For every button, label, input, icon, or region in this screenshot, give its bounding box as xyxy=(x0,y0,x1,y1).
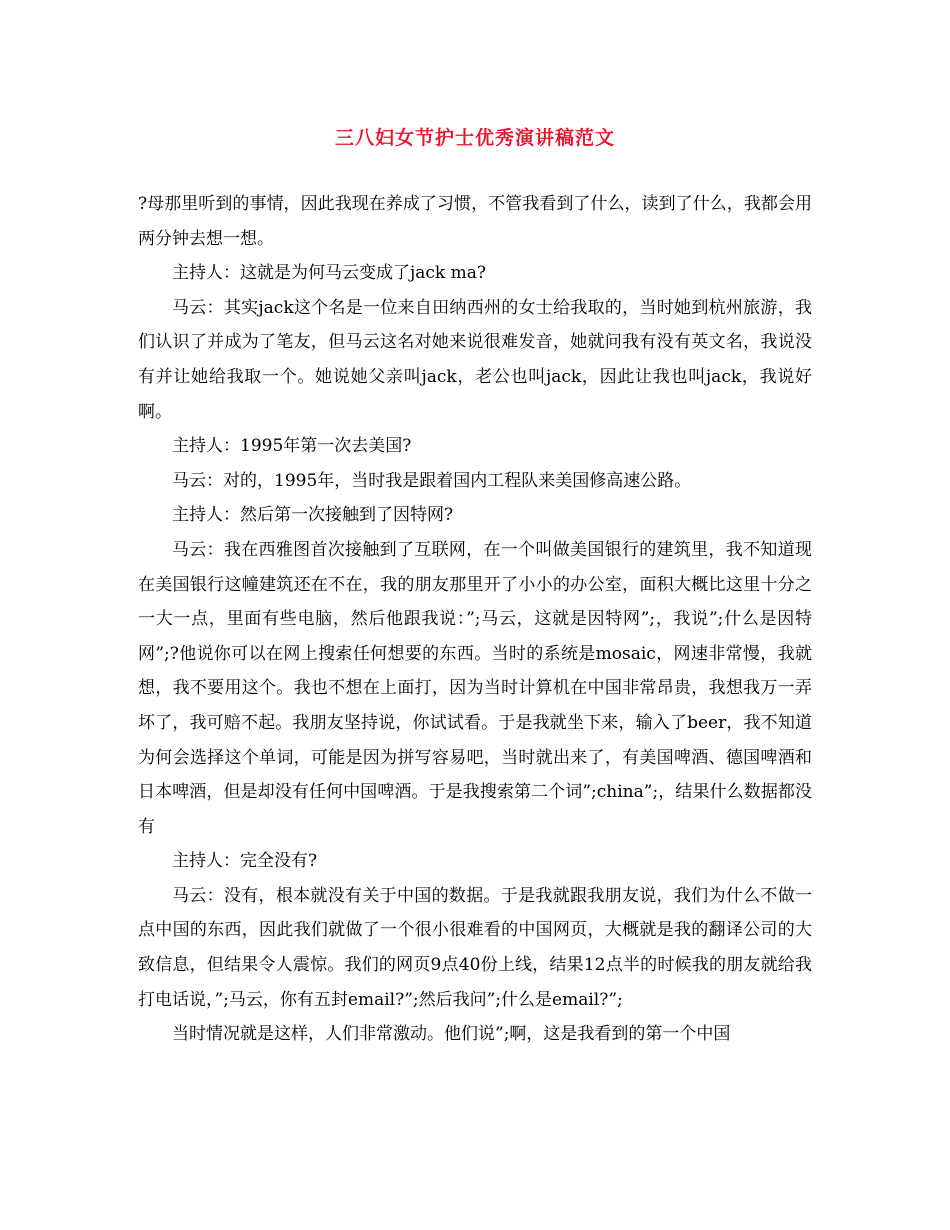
document-title: 三八妇女节护士优秀演讲稿范文 xyxy=(334,127,615,149)
document-body xyxy=(138,187,812,1052)
paragraph: 马云：我在西雅图首次接触到了互联网，在一个叫做美国银行的建筑里，我不知道现在美国银行这幢建筑还在不在，我的朋友那里开了小小的办公室，面积大概比这里十分之一大一点，里面有些电脑，然后他跟我说：”;马云，这就是因特网”;，我说”;什么是因特网”;?他说你可以在网上搜索任何想要的东西。当时的系统是mosaic，网速非常慢，我就想，我不要用这个。我也不想在上面打，因为当时计算机在中国非常昂贵，我想我万一弄坏了，我可赔不起。我朋友坚持说，你试试看。于是我就坐下来，输入了beer，我不知道为何会选择这个单词，可能是因为拼写容易吧，当时就出来了，有美国啤酒、德国啤酒和日本啤酒，但是却没有任何中国啤酒。于是我搜索第二个词”;china”;，结果什么数据都没有 xyxy=(138,539,812,837)
paragraph: 马云：对的，1995年，当时我是跟着国内工程队来美国修高速公路。 xyxy=(172,470,692,491)
paragraph: 主持人：这就是为何马云变成了jack ma? xyxy=(172,263,487,284)
paragraph: 当时情况就是这样，人们非常激动。他们说”;啊，这是我看到的第一个中国 xyxy=(172,1024,731,1045)
paragraph: ?母那里听到的事情，因此我现在养成了习惯，不管我看到了什么，读到了什么，我都会用两分钟去想一想。 xyxy=(138,194,812,249)
paragraph: 马云：其实jack这个名是一位来自田纳西州的女士给我取的，当时她到杭州旅游，我们认识了并成为了笔友，但马云这名对她来说很难发音，她就问我有没有英文名，我说没有并让她给我取一个。她说她父亲叫jack，老公也叫jack，因此让我也叫jack，我说好啊。 xyxy=(138,297,812,422)
paragraph: 主持人：完全没有? xyxy=(172,851,318,872)
paragraph: 马云：没有，根本就没有关于中国的数据。于是我就跟我朋友说，我们为什么不做一点中国的东西，因此我们就做了一个很小很难看的中国网页，大概就是我的翻译公司的大致信息，但结果令人震惊。我们的网页9点40份上线，结果12点半的时候我的朋友就给我打电话说，”;马云，你有五封email?”;然后我问”;什么是email?”; xyxy=(138,885,812,1010)
paragraph: 主持人：然后第一次接触到了因特网? xyxy=(172,505,454,526)
paragraph: 主持人：1995年第一次去美国? xyxy=(172,436,412,457)
